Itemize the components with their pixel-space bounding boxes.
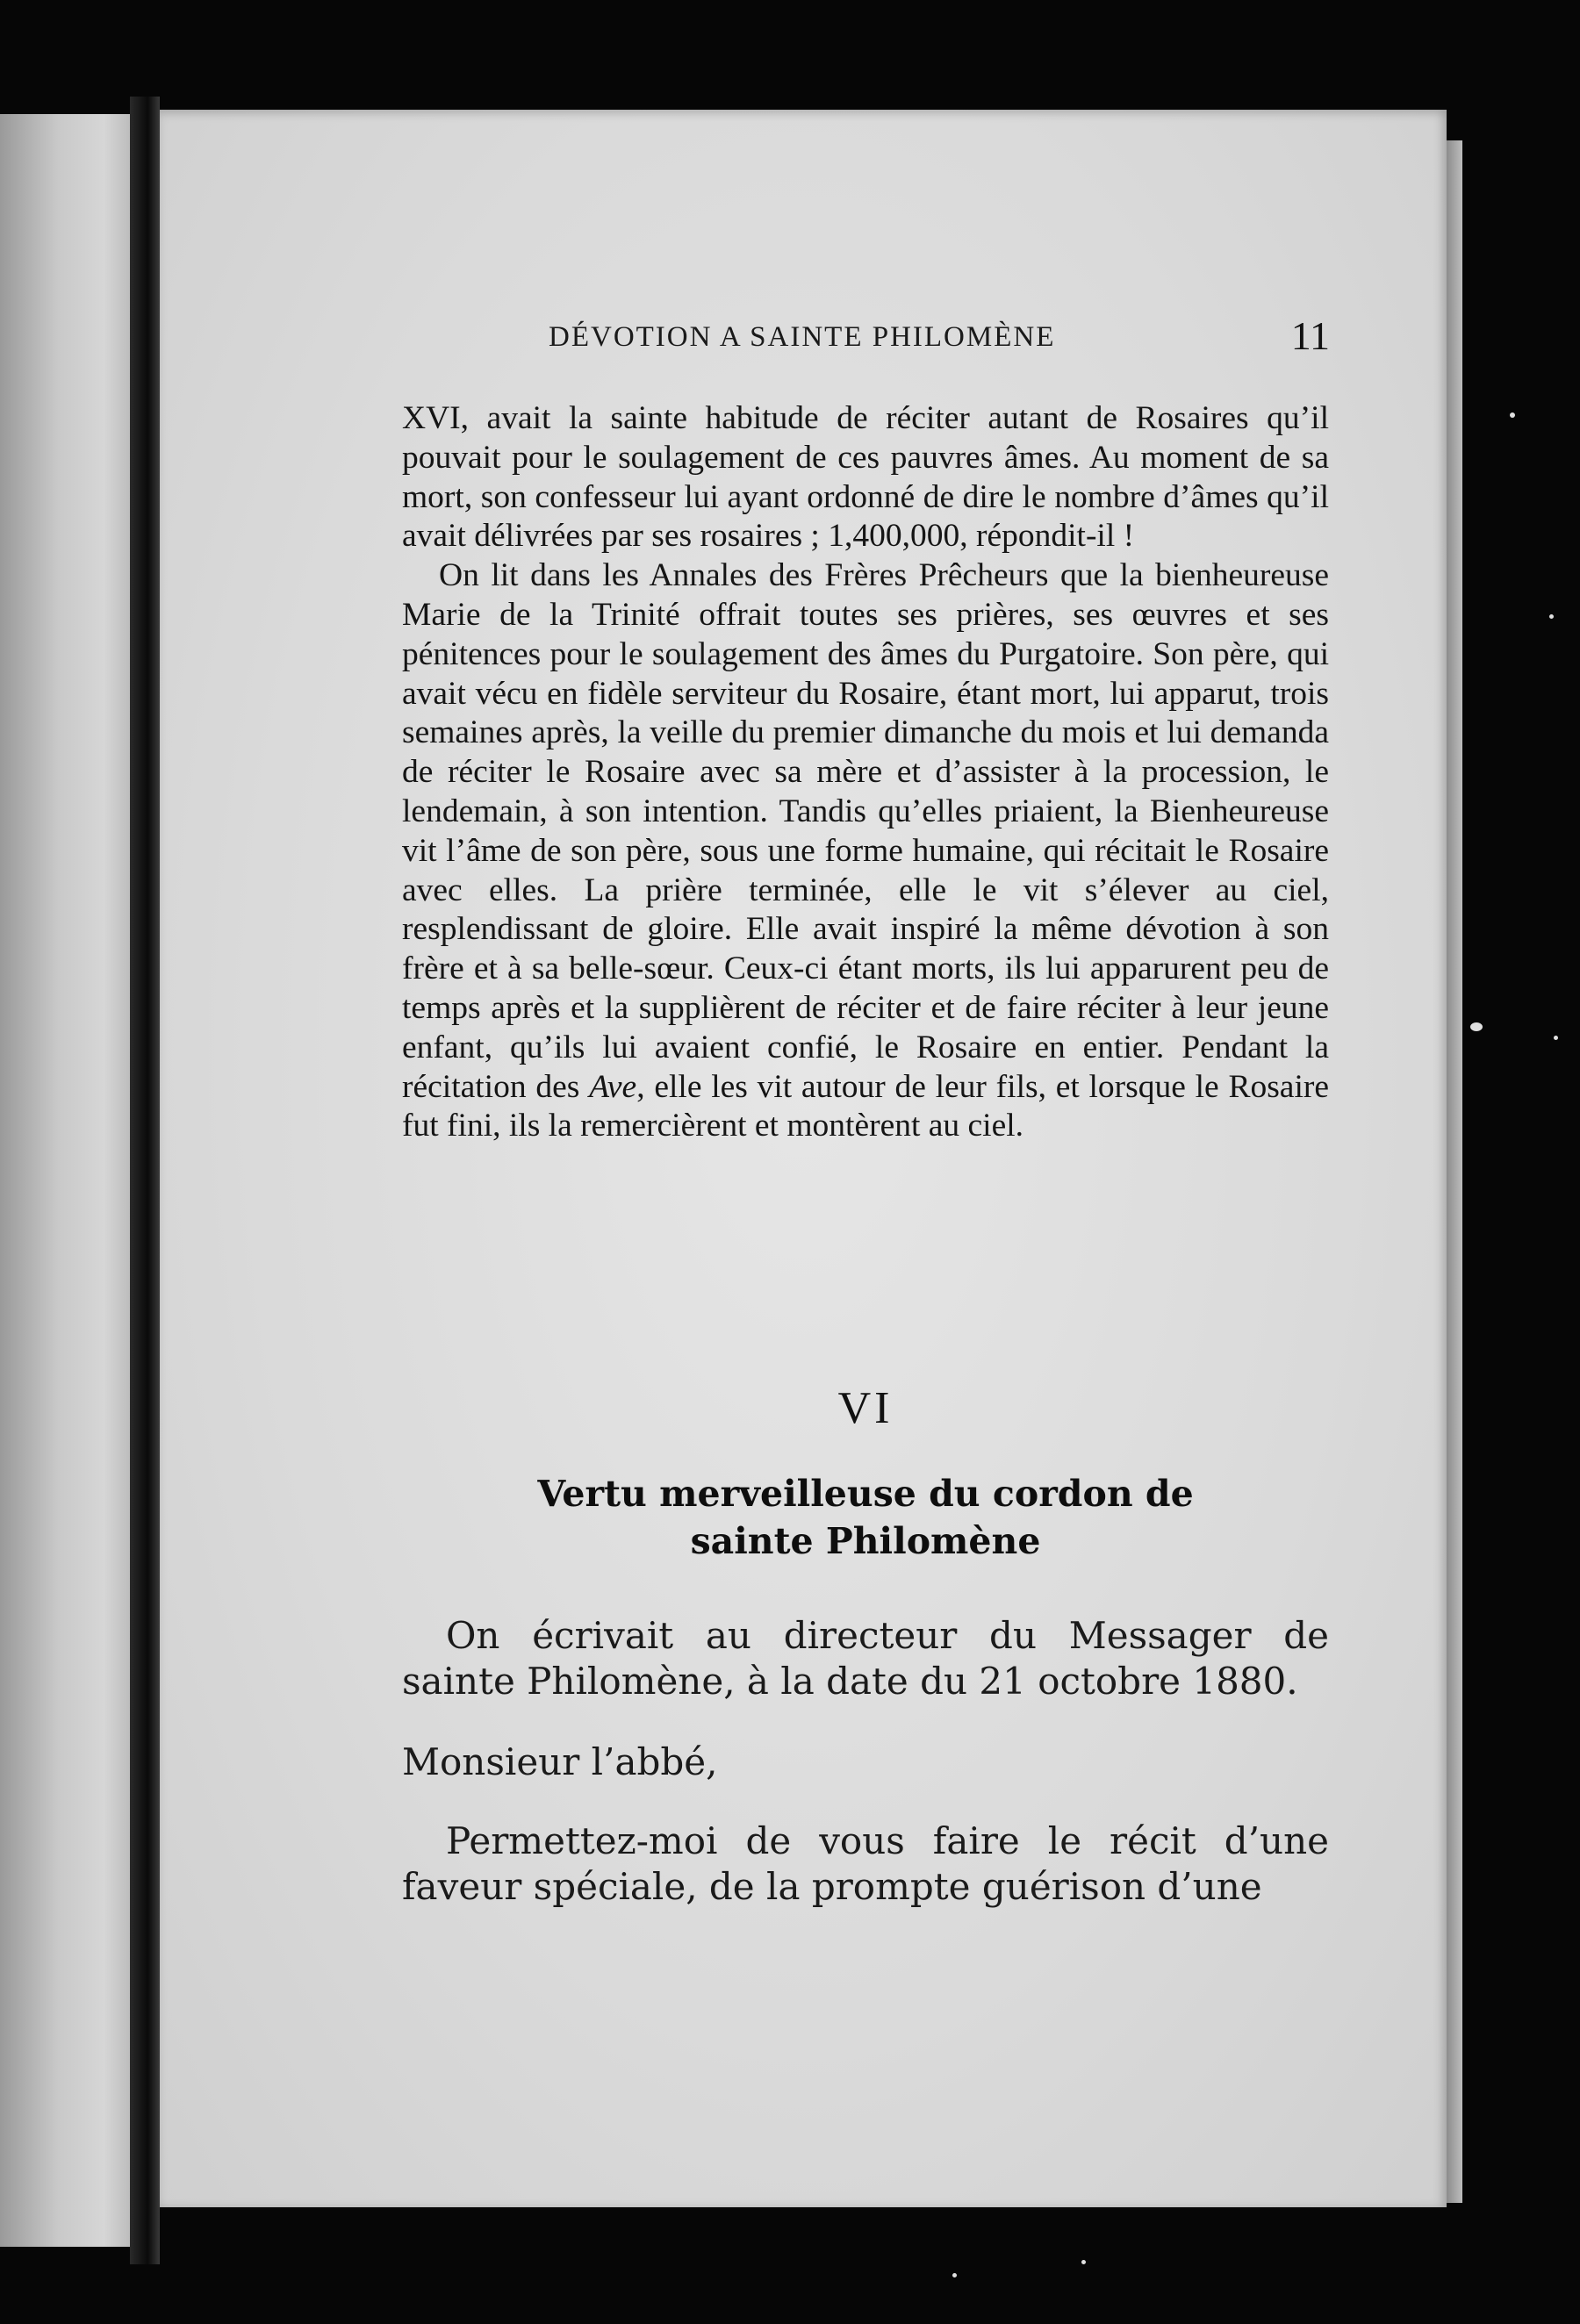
scan-speck	[1081, 2260, 1086, 2264]
running-title: DÉVOTION A SAINTE PHILOMÈNE	[549, 321, 1056, 353]
scan-speck	[1470, 1022, 1483, 1031]
scan-speck	[952, 2273, 957, 2277]
section-title-line-2: sainte Philomène	[690, 1520, 1041, 1562]
italic-ave: Ave	[589, 1068, 637, 1105]
letter-intro: On écrivait au directeur du Messager de sainte Philomène, à la date du 21 octobre 1880.	[402, 1614, 1329, 1703]
facing-page-edge	[0, 114, 130, 2247]
section-title-line-1: Vertu merveilleuse du cordon de	[537, 1473, 1194, 1515]
page-number: 11	[1290, 313, 1330, 358]
letter-salutation: Monsieur l’abbé,	[402, 1740, 718, 1783]
scan-speck	[1554, 1036, 1558, 1040]
scan-speck	[1549, 614, 1554, 619]
scan-speck	[1510, 412, 1515, 418]
section-title	[402, 1470, 1329, 1565]
body-text	[402, 399, 1329, 1146]
page-fore-edge	[1447, 140, 1462, 2203]
paragraph-text-end: , elle les vit autour de leur fils, et lorsque le Rosaire fut fini, ils la remercièrent et montèrent au ciel.	[402, 1068, 1329, 1144]
paragraph-marie-de-la-trinite	[402, 556, 1329, 1146]
book-gutter	[130, 97, 160, 2264]
paragraph-text: On lit dans les Annales des Frères Prêcheurs que la bienheureuse Marie de la Trinité offrait toutes ses prières, ses œuvres et ses pénitences pour le soulagement des âmes du Purgatoire. Son père, qui avait vécu en fidèle serviteur du Rosaire, étant mort, lui apparut, trois semaines après, la veille du premier dimanche du mois et lui demanda de réciter le Rosaire avec sa mère et d’assister à la procession, le lendemain, à son intention. Tandis qu’elles priaient, la Bienheureuse vit l’âme de son père, sous une forme humaine, qui récitait le Rosaire avec elles. La prière terminée, elle le vit s’élever au ciel, resplendissant de gloire. Elle avait inspiré la même dévotion à son frère et à sa belle-sœur. Ceux-ci étant morts, ils lui apparurent peu de temps après et la supplièrent de réciter et de faire réciter à leur jeune enfant, qu’ils lui avaient confié, le Rosaire en entier. Pendant la récitation des	[402, 557, 1329, 1105]
paragraph-continued: XVI, avait la sainte habitude de réciter autant de Rosaires qu’il pouvait pour le soulagement de ces pauvres âmes. Au moment de sa mort, son confesseur lui ayant ordonné de dire le nombre d’âmes qu’il avait délivrées par ses rosaires ; 1,400,000, répondit-il !	[402, 400, 1329, 555]
letter-text	[402, 1613, 1329, 1910]
section-number: VI	[837, 1383, 894, 1433]
running-head	[549, 312, 1330, 365]
letter-opening: Permettez-moi de vous faire le récit d’une faveur spéciale, de la prompte guérison d’une	[402, 1819, 1329, 1908]
